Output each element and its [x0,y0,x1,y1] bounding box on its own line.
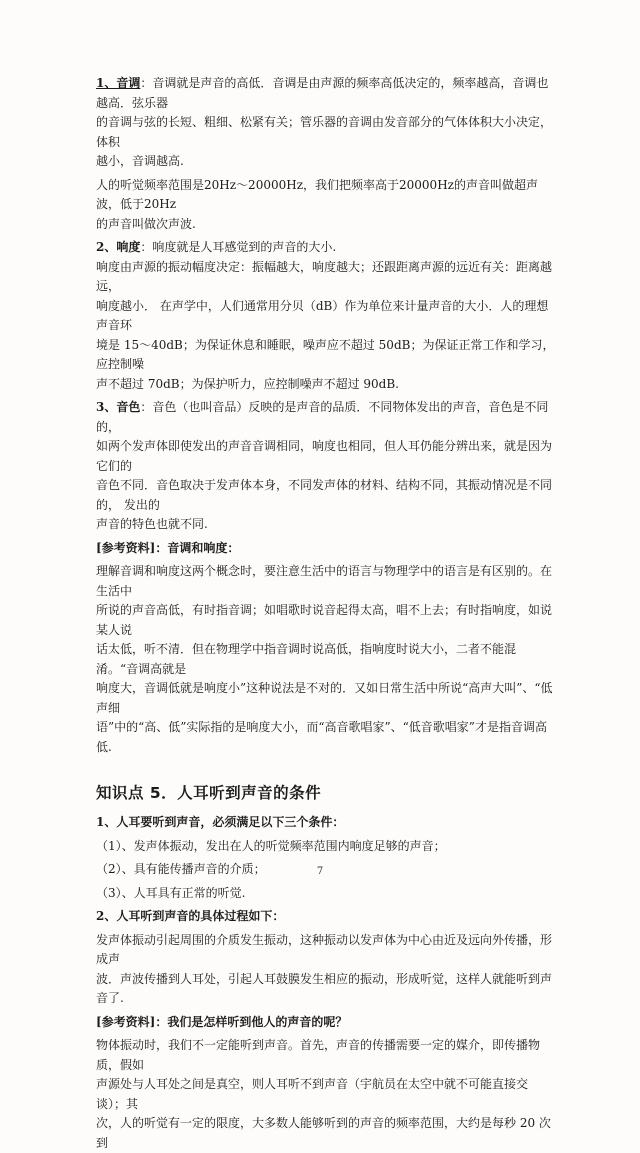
text-line: 所说的声音高低，有时指音调；如唱歌时说音起得太高，唱不上去；有时指响度，如说某人说 [96,601,556,640]
text-line: 音色不同．音色取决于发声体本身，不同发声体的材料、结构不同，其振动情况是不同的， 发出的 [96,476,556,515]
text-line: 境是 15～40dB；为保证休息和睡眠，噪声应不超过 50dB；为保证正常工作和学习，应控制噪 [96,336,556,375]
loudness-term: 2、响度 [96,240,140,254]
text-line: 人的听觉频率范围是20Hz～20000Hz，我们把频率高于20000Hz的声音叫做超声波，低于20Hz [96,176,556,215]
text-line: 声源处与人耳处之间是真空，则人耳听不到声音（宇航员在太空中就不可能直接交谈）；其 [96,1075,556,1114]
conditions-heading: 1、人耳要听到声音，必须满足以下三个条件： [96,813,556,833]
text-line: 声不超过 70dB；为保护听力，应控制噪声不超过 90dB. [96,375,556,395]
text-line: ：音调就是声音的高低．音调是由声源的频率高低决定的，频率越高，音调也越高．弦乐器 [96,76,548,110]
text-line: 发声体振动引起周围的介质发生振动，这种振动以发声体为中心由近及远向外传播，形成声 [96,931,556,970]
condition-item: （2）、具有能传播声音的介质； [96,860,556,880]
hearing-range-paragraph [96,176,556,235]
page-number: 7 [0,866,640,877]
text-line: 次，人的听觉有一定的限度，大多数人能够听到的声音的频率范围，大约是每秒 20 次到 [96,1114,556,1153]
knowledge-point-title: 知识点 5．人耳听到声音的条件 [96,781,556,803]
hearing-conditions [96,813,556,1009]
text-line: 话太低，听不清．但在物理学中指音调时说高低，指响度时说大小，二者不能混淆。“音调高就是 [96,640,556,679]
text-line: 响度大，音调低就是响度小”这种说法是不对的．又如日常生活中所说“高声大叫”、“低声细 [96,679,556,718]
process-heading: 2、人耳听到声音的具体过程如下： [96,907,556,927]
condition-item: （1）、发声体振动，发出在人的听觉频率范围内响度足够的声音； [96,837,556,857]
reference-pitch-loudness [96,539,556,758]
text-line: 的音调与弦的长短、粗细、松紧有关；管乐器的音调由发音部分的气体体积大小决定， 体积 [96,113,556,152]
text-line: ：音色（也叫音品）反映的是声音的品质．不同物体发出的声音，音色是不同的， [96,400,548,434]
text-line: 如两个发声体即使发出的声音音调相同，响度也相同，但人耳仍能分辨出来，就是因为它们的 [96,437,556,476]
timbre-term: 3、音色 [96,400,140,414]
text-line: 响度越小． 在声学中，人们通常用分贝（dB）作为单位来计量声音的大小．人的理想声音环 [96,297,556,336]
text-line: 的声音叫做次声波. [96,215,556,235]
reference-how-we-hear [96,1013,556,1153]
condition-item: （3）、人耳具有正常的听觉. [96,884,556,904]
text-line: 理解音调和响度这两个概念时，要注意生活中的语言与物理学中的语言是有区别的。在生活中 [96,562,556,601]
pitch-term: 1、音调 [96,76,140,90]
text-line: 物体振动时，我们不一定能听到声音。首先，声音的传播需要一定的媒介，即传播物质，假如 [96,1036,556,1075]
timbre-paragraph [96,398,556,535]
text-line: 越小，音调越高. [96,152,556,172]
text-line: 波．声波传播到人耳处，引起人耳鼓膜发生相应的振动，形成听觉，这样人就能听到声音了. [96,970,556,1009]
text-line: 声音的特色也就不同. [96,515,556,535]
reference-heading: [参考资料]：音调和响度： [96,539,556,559]
text-line: 响度由声源的振动幅度决定：振幅越大，响度越大；还跟距离声源的远近有关：距离越远， [96,258,556,297]
text-line: ：响度就是人耳感觉到的声音的大小. [140,240,336,254]
loudness-paragraph [96,238,556,394]
text-line: 低. [96,738,556,758]
pitch-paragraph [96,74,556,172]
reference-heading: [参考资料]：我们是怎样听到他人的声音的呢？ [96,1013,556,1033]
text-line: 语”中的“高、低”实际指的是响度大小，而“高音歌唱家”、“低音歌唱家”才是指音调高 [96,718,556,738]
